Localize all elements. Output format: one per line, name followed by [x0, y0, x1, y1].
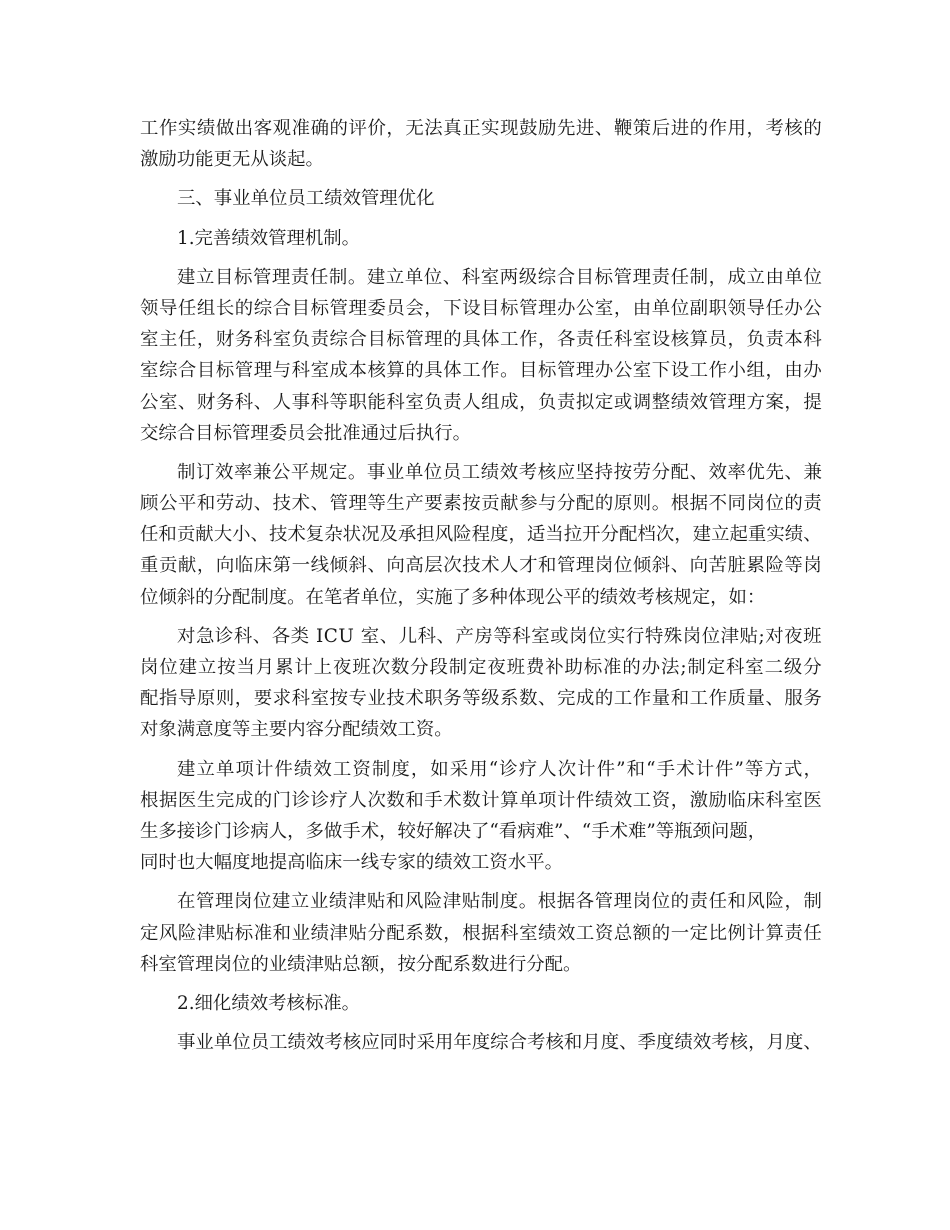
text-line: 生多接诊门诊病人，多做手术，较好解决了“看病难”、“手术难”等瓶颈问题， [140, 820, 767, 842]
text-line: 对象满意度等主要内容分配绩效工资。 [140, 719, 453, 741]
text-line: 建 立 目 标 管 理 责 任 制 。 建 立 单 位 、 科 室 两 级 综 合 目 标 管 理 责 任 制 ， 成 立 由 单 位 [177, 266, 822, 288]
text-line: 配 指 导 原 则 ， 要 求 科 室 按 专 业 技 术 职 务 等 级 系 数 、 完 成 的 工 作 量 和 工 作 质 量 、 服 务 [140, 688, 822, 710]
text-line: 室 主 任 ， 财 务 科 室 负 责 综 合 目 标 管 理 的 具 体 工 作 ， 各 责 任 科 室 设 核 算 员 ， 负 责 本 科 [140, 329, 822, 351]
text-line: 顾 公 平 和 劳 动 、 技 术 、 管 理 等 生 产 要 素 按 贡 献 参 与 分 配 的 原 则 。 根 据 不 同 岗 位 的 责 [140, 493, 822, 515]
text-line: 室 综 合 目 标 管 理 与 科 室 成 本 核 算 的 具 体 工 作 。 目 标 管 理 办 公 室 下 设 工 作 小 组 ， 由 办 [140, 360, 822, 382]
text-line: 三、事业单位员工绩效管理优化 [177, 188, 435, 210]
text-line: 2.细化绩效考核标准。 [177, 992, 361, 1014]
text-line: 岗 位 建 立 按 当 月 累 计 上 夜 班 次 数 分 段 制 定 夜 班 费 补 助 标 准 的 办 法 ; 制 定 科 室 二 级 分 [140, 657, 822, 678]
text-line: 1.完善绩效管理机制。 [177, 227, 361, 249]
text-line: 事 业 单 位 员 工 绩 效 考 核 应 同 时 采 用 年 度 综 合 考 核 和 月 度 、 季 度 绩 效 考 核 ， 月 度 、 [177, 1032, 822, 1054]
text-line: 重 贡 献 ， 向 临 床 第 一 线 倾 斜 、 向 高 层 次 技 术 人 才 和 管 理 岗 位 倾 斜 、 向 苦 脏 累 险 等 岗 [140, 555, 822, 577]
text-line: 建 立 单 项 计 件 绩 效 工 资 制 度 ， 如 采 用 “ 诊 疗 人 次 计 件 ” 和 “ 手 术 计 件 ” 等 方 式 ， [177, 758, 822, 780]
text-line: 领 导 任 组 长 的 综 合 目 标 管 理 委 员 会 ， 下 设 目 标 管 理 办 公 室 ， 由 单 位 副 职 领 导 任 办 公 [140, 297, 822, 319]
text-line: 激励功能更无从谈起。 [140, 149, 324, 171]
text-line: 位倾斜的分配制度。在笔者单位，实施了多种体现公平的绩效考核规定，如： [140, 586, 766, 608]
text-line: 根 据 医 生 完 成 的 门 诊 诊 疗 人 次 数 和 手 术 数 计 算 单 项 计 件 绩 效 工 资 ， 激 励 临 床 科 室 医 [140, 789, 822, 811]
text-line: 在 管 理 岗 位 建 立 业 绩 津 贴 和 风 险 津 贴 制 度 。 根 据 各 管 理 岗 位 的 责 任 和 风 险 ， 制 [177, 891, 822, 913]
text-line: 任 和 贡 献 大 小 、 技 术 复 杂 状 况 及 承 担 风 险 程 度 ， 适 当 拉 开 分 配 档 次 ， 建 立 起 重 实 绩 、 [140, 524, 822, 546]
document-page [140, 113, 822, 1058]
text-line: 公 室 、 财 务 科 、 人 事 科 等 职 能 科 室 负 责 人 组 成 ， 负 责 拟 定 或 调 整 绩 效 管 理 方 案 ， 提 [140, 391, 822, 413]
text-line: 同时也大幅度地提高临床一线专家的绩效工资水平。 [140, 852, 563, 874]
text-line: 对 急 诊 科 、 各 类 I C U 室 、 儿 科 、 产 房 等 科 室 或 岗 位 实 行 特 殊 岗 位 津 贴 ; 对 夜 班 [177, 625, 822, 647]
text-line: 定 风 险 津 贴 标 准 和 业 绩 津 贴 分 配 系 数 ， 根 据 科 室 绩 效 工 资 总 额 的 一 定 比 例 计 算 责 任 [140, 922, 822, 944]
text-line: 工 作 实 绩 做 出 客 观 准 确 的 评 价 ， 无 法 真 正 实 现 鼓 励 先 进 、 鞭 策 后 进 的 作 用 ， 考 核 的 [140, 118, 822, 139]
text-line: 科室管理岗位的业绩津贴总额，按分配系数进行分配。 [140, 953, 582, 975]
text-line: 制 订 效 率 兼 公 平 规 定 。 事 业 单 位 员 工 绩 效 考 核 应 坚 持 按 劳 分 配 、 效 率 优 先 、 兼 [177, 461, 822, 483]
text-line: 交综合目标管理委员会批准通过后执行。 [140, 422, 472, 444]
